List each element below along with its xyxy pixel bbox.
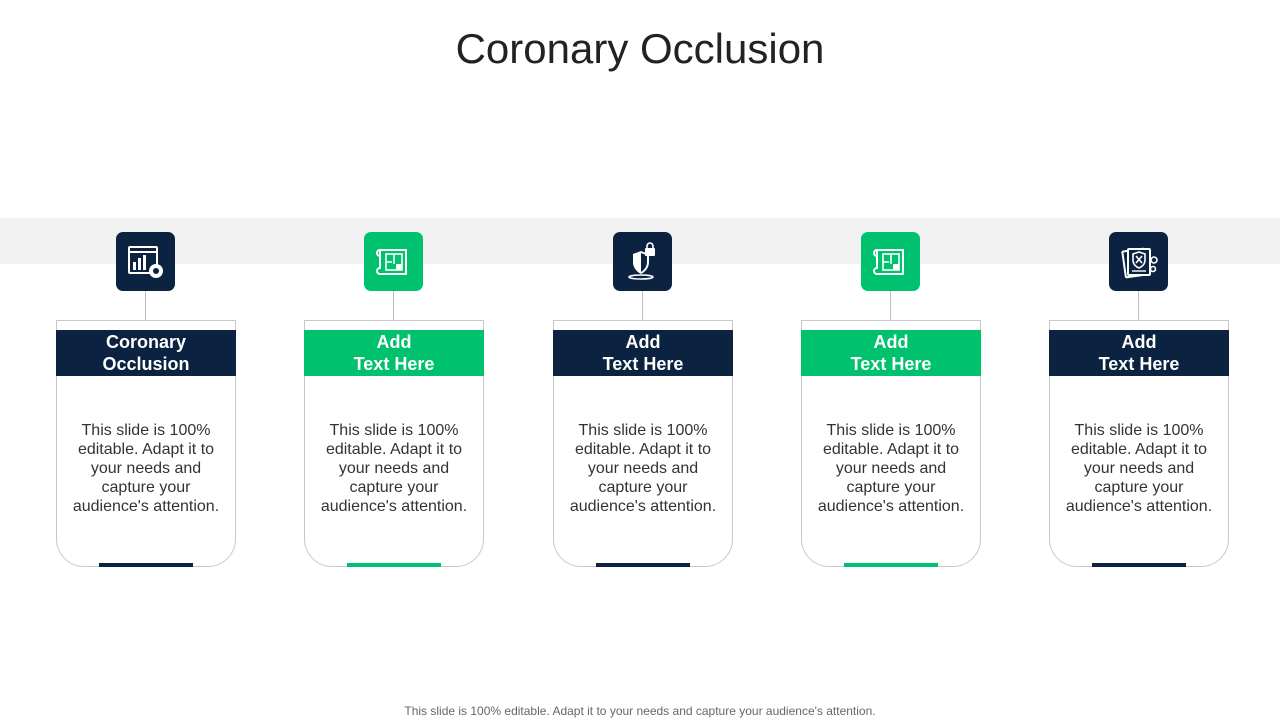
- card-heading: Coronary Occlusion: [56, 330, 236, 376]
- icon-tile: [613, 232, 672, 291]
- card-heading: Add Text Here: [801, 330, 981, 376]
- card-column-1: [56, 232, 236, 568]
- card-accent-bar: [347, 563, 441, 567]
- footer-note: This slide is 100% editable. Adapt it to your needs and capture your audience's attention.: [404, 704, 876, 718]
- card-accent-bar: [844, 563, 938, 567]
- info-card: [553, 320, 733, 567]
- info-card: [56, 320, 236, 567]
- card-column-4: [801, 232, 981, 568]
- info-card: [801, 320, 981, 567]
- blueprint-icon: [871, 242, 911, 282]
- connector-line: [1138, 291, 1139, 320]
- blueprint-icon: [374, 242, 414, 282]
- card-column-5: [1049, 232, 1229, 568]
- card-accent-bar: [99, 563, 193, 567]
- icon-tile: [1109, 232, 1168, 291]
- connector-line: [145, 291, 146, 320]
- card-body: This slide is 100% editable. Adapt it to your needs and capture your audience's attention.: [320, 422, 468, 515]
- shield-lock-icon: [623, 242, 663, 282]
- slide-title: Coronary Occlusion: [455, 25, 825, 72]
- card-column-2: [304, 232, 484, 568]
- info-card: [304, 320, 484, 567]
- icon-tile: [116, 232, 175, 291]
- card-heading: Add Text Here: [304, 330, 484, 376]
- connector-line: [642, 291, 643, 320]
- card-body: This slide is 100% editable. Adapt it to your needs and capture your audience's attention.: [72, 422, 220, 515]
- card-accent-bar: [596, 563, 690, 567]
- info-card: [1049, 320, 1229, 567]
- dashboard-settings-icon: [126, 242, 166, 282]
- icon-tile: [364, 232, 423, 291]
- connector-line: [890, 291, 891, 320]
- connector-line: [393, 291, 394, 320]
- card-body: This slide is 100% editable. Adapt it to your needs and capture your audience's attention.: [817, 422, 965, 515]
- card-body: This slide is 100% editable. Adapt it to your needs and capture your audience's attention.: [569, 422, 717, 515]
- card-body: This slide is 100% editable. Adapt it to your needs and capture your audience's attention.: [1065, 422, 1213, 515]
- icon-tile: [861, 232, 920, 291]
- card-heading: Add Text Here: [553, 330, 733, 376]
- card-column-3: [553, 232, 733, 568]
- tools-document-icon: [1119, 242, 1159, 282]
- card-accent-bar: [1092, 563, 1186, 567]
- card-heading: Add Text Here: [1049, 330, 1229, 376]
